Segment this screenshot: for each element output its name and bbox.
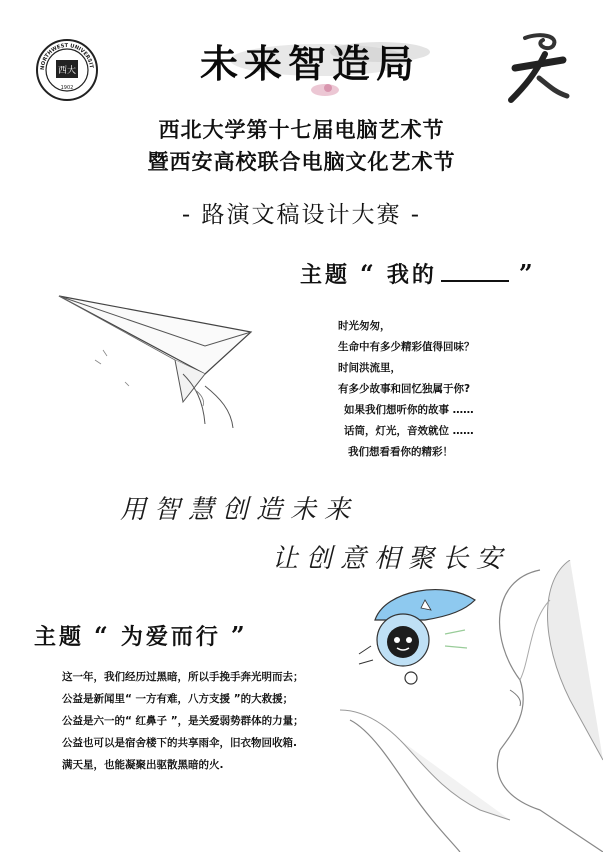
main-title: 未来智造局: [199, 41, 420, 86]
theme2-title: 为爱而行: [120, 624, 221, 650]
event-title-line1: 西北大学第十七届电脑艺术节: [158, 118, 445, 142]
theme1-paragraph: [338, 316, 475, 463]
university-seal-logo: [36, 39, 98, 101]
paragraph-line: 时间洪流里，: [338, 362, 401, 374]
theme1-close-quote: ”: [518, 259, 536, 288]
contest-title: - 路演文稿设计大赛 -: [181, 202, 422, 228]
theme1-heading: [300, 258, 546, 289]
robot-mascot-illustration: [355, 580, 485, 690]
theme2-close-quote: ”: [230, 621, 248, 650]
theme1-open-quote: “: [360, 259, 377, 288]
event-title-line2: 暨西安高校联合电脑文化艺术节: [147, 150, 456, 174]
paragraph-line: 公益是六一的“ 红鼻子 ”，是关爱弱势群体的力量；: [62, 715, 304, 727]
theme2-heading: [34, 620, 258, 651]
theme1-blank-line: [441, 264, 509, 282]
paragraph-line: 话筒，灯光，音效就位 ……: [344, 425, 474, 437]
paragraph-line: 生命中有多少精彩值得回味？: [338, 341, 475, 353]
paragraph-line: 时光匆匆，: [338, 320, 391, 332]
svg-text:西大: 西大: [57, 66, 77, 76]
paragraph-line: 公益是新闻里“ 一方有难，八方支援 ”的大救援；: [62, 693, 294, 705]
paper-airplane-sketch: [55, 290, 260, 430]
theme2-label: 主题: [34, 624, 85, 650]
svg-text:1902: 1902: [60, 85, 74, 91]
theme1-title: 我的: [386, 262, 437, 288]
slogan-line1: 用智慧创造未来: [120, 495, 359, 525]
paragraph-line: 满天星，也能凝聚出驱散黑暗的火.: [62, 759, 224, 771]
paragraph-line: 公益也可以是宿舍楼下的共享雨伞，旧衣物回收箱.: [62, 737, 297, 749]
paragraph-line: 这一年，我们经历过黑暗，所以手挽手奔光明而去；: [62, 671, 304, 683]
paragraph-line: 我们想看看你的精彩！: [348, 446, 453, 458]
paragraph-line: 如果我们想听你的故事 ……: [344, 404, 474, 416]
theme1-label: 主题: [300, 262, 351, 288]
paragraph-line: 有多少故事和回忆独属于你?: [338, 383, 471, 395]
slogan-line2: 让创意相聚长安: [272, 544, 511, 574]
theme2-paragraph: [62, 666, 304, 776]
calligraphy-deco-icon: [505, 30, 575, 108]
svg-text:NORTHWEST UNIVERSITY: NORTHWEST UNIVERSIT: [39, 42, 94, 71]
theme2-open-quote: “: [94, 621, 111, 650]
